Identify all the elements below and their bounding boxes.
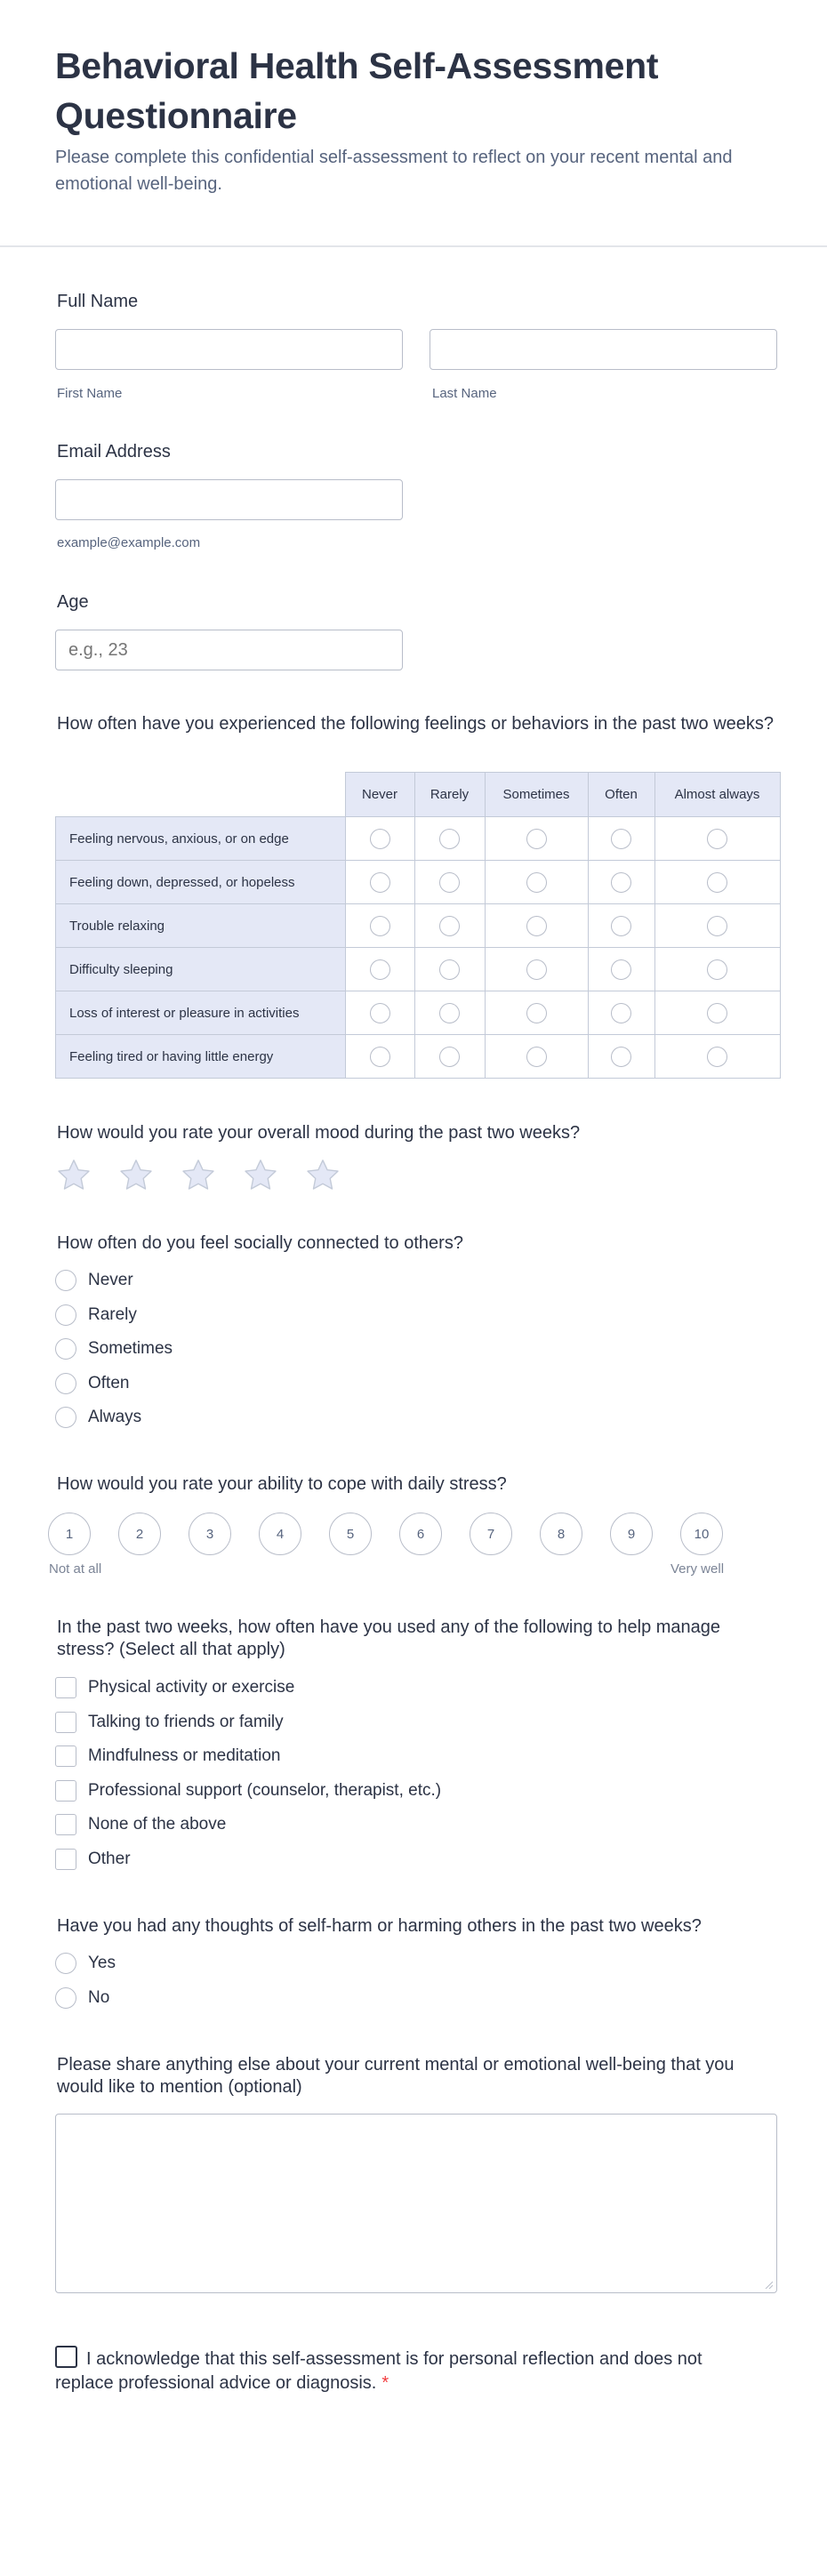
full-name-label: Full Name (57, 292, 139, 311)
checkbox[interactable] (55, 1677, 76, 1698)
scale-option[interactable]: 2 (118, 1513, 161, 1555)
stress-scale (48, 1513, 723, 1555)
matrix-cell[interactable] (345, 861, 414, 904)
radio-button[interactable] (55, 1953, 76, 1974)
star-icon[interactable] (117, 1157, 155, 1194)
option-label: None of the above (88, 1815, 227, 1834)
matrix-radio[interactable] (707, 872, 727, 893)
matrix-cell[interactable] (654, 991, 780, 1035)
matrix-radio[interactable] (707, 1047, 727, 1067)
star-rating (55, 1157, 341, 1194)
matrix-radio[interactable] (611, 959, 631, 980)
option-label: Never (88, 1271, 133, 1289)
scale-option[interactable]: 1 (48, 1513, 91, 1555)
matrix-cell[interactable] (485, 904, 588, 948)
matrix-radio[interactable] (611, 872, 631, 893)
form-title: Behavioral Health Self-Assessment Questionnaire (55, 45, 659, 136)
star-icon[interactable] (180, 1157, 217, 1194)
social-option[interactable] (55, 1270, 133, 1291)
option-label: Other (88, 1850, 131, 1868)
matrix-cell[interactable] (485, 817, 588, 861)
option-label: Rarely (88, 1305, 137, 1324)
radio-button[interactable] (55, 1270, 76, 1291)
checkbox[interactable] (55, 1849, 76, 1870)
option-label: Often (88, 1374, 130, 1392)
matrix-cell[interactable] (414, 861, 485, 904)
header-divider (0, 245, 827, 247)
social-question: How often do you feel socially connected to others? (57, 1233, 463, 1253)
matrix-cell[interactable] (654, 948, 780, 991)
matrix-radio[interactable] (370, 959, 390, 980)
matrix-cell[interactable] (414, 991, 485, 1035)
option-label: Mindfulness or meditation (88, 1746, 281, 1765)
last-name-sublabel: Last Name (432, 386, 497, 401)
matrix-radio[interactable] (611, 1003, 631, 1023)
matrix-radio[interactable] (370, 1047, 390, 1067)
matrix-radio[interactable] (707, 916, 727, 936)
matrix-cell[interactable] (654, 861, 780, 904)
matrix-col-almost-always: Almost always (654, 773, 780, 817)
matrix-cell[interactable] (345, 904, 414, 948)
radio-button[interactable] (55, 1407, 76, 1428)
matrix-radio[interactable] (611, 916, 631, 936)
first-name-input[interactable] (55, 329, 403, 370)
checkbox[interactable] (55, 1814, 76, 1835)
acknowledgement[interactable] (55, 2346, 731, 2395)
stress-question: How would you rate your ability to cope with daily stress? (57, 1474, 507, 1494)
checkbox[interactable] (55, 1745, 76, 1767)
matrix-row-label: Difficulty sleeping (56, 948, 346, 991)
coping-option[interactable] (55, 1780, 441, 1802)
matrix-cell[interactable] (345, 991, 414, 1035)
checkbox[interactable] (55, 1712, 76, 1733)
matrix-radio[interactable] (526, 829, 547, 849)
matrix-row (56, 817, 781, 861)
matrix-col-rarely: Rarely (414, 773, 485, 817)
matrix-radio[interactable] (526, 916, 547, 936)
matrix-cell[interactable] (345, 1035, 414, 1079)
matrix-cell[interactable] (588, 861, 654, 904)
matrix-radio[interactable] (439, 959, 460, 980)
option-label: No (88, 1988, 110, 2007)
matrix-question: How often have you experienced the following feelings or behaviors in the past two weeks? (57, 714, 775, 734)
matrix-radio[interactable] (439, 872, 460, 893)
resize-grip-icon[interactable] (764, 2280, 773, 2289)
matrix-row-label: Feeling tired or having little energy (56, 1035, 346, 1079)
matrix-col-never: Never (345, 773, 414, 817)
matrix-cell[interactable] (485, 991, 588, 1035)
option-label: Talking to friends or family (88, 1713, 284, 1731)
radio-button[interactable] (55, 1338, 76, 1360)
matrix-row (56, 991, 781, 1035)
coping-option[interactable] (55, 1712, 284, 1733)
matrix-radio[interactable] (526, 1003, 547, 1023)
coping-option[interactable] (55, 1745, 281, 1767)
last-name-input[interactable] (430, 329, 777, 370)
matrix-radio[interactable] (707, 959, 727, 980)
social-option[interactable] (55, 1338, 173, 1360)
matrix-cell[interactable] (654, 817, 780, 861)
required-marker: * (381, 2373, 389, 2393)
mood-question: How would you rate your overall mood during the past two weeks? (57, 1123, 581, 1143)
social-option[interactable] (55, 1407, 141, 1428)
matrix-radio[interactable] (370, 829, 390, 849)
matrix-cell[interactable] (485, 948, 588, 991)
scale-min-label: Not at all (49, 1561, 102, 1577)
form-subtitle: Please complete this confidential self-assessment to reflect on your recent mental and emotional well-being. (55, 148, 733, 194)
matrix-row (56, 904, 781, 948)
matrix-row-label: Trouble relaxing (56, 904, 346, 948)
option-label: Sometimes (88, 1339, 173, 1358)
matrix-radio[interactable] (707, 829, 727, 849)
scale-max-label: Very well (670, 1561, 725, 1577)
matrix-radio[interactable] (370, 916, 390, 936)
matrix-cell[interactable] (345, 948, 414, 991)
matrix-radio[interactable] (439, 1003, 460, 1023)
feelings-matrix (55, 772, 781, 1079)
email-label: Email Address (57, 442, 171, 461)
matrix-cell[interactable] (588, 904, 654, 948)
matrix-cell[interactable] (414, 904, 485, 948)
form-header (0, 0, 827, 205)
matrix-cell[interactable] (654, 904, 780, 948)
matrix-radio[interactable] (526, 1047, 547, 1067)
email-input[interactable] (55, 479, 403, 520)
scale-option[interactable]: 9 (610, 1513, 653, 1555)
matrix-radio[interactable] (439, 1047, 460, 1067)
option-label: Physical activity or exercise (88, 1678, 295, 1697)
matrix-radio[interactable] (370, 872, 390, 893)
matrix-cell[interactable] (414, 817, 485, 861)
matrix-row-label: Loss of interest or pleasure in activities (56, 991, 346, 1035)
matrix-cell[interactable] (588, 817, 654, 861)
option-label: Always (88, 1408, 142, 1426)
matrix-cell[interactable] (588, 1035, 654, 1079)
matrix-radio[interactable] (526, 959, 547, 980)
matrix-corner (56, 773, 346, 817)
star-icon[interactable] (304, 1157, 341, 1194)
coping-question: In the past two weeks, how often have you used any of the following to help manage stress? (Select all that apply) (57, 1617, 721, 1659)
age-input[interactable] (55, 630, 403, 670)
matrix-radio[interactable] (707, 1003, 727, 1023)
radio-button[interactable] (55, 1373, 76, 1394)
matrix-cell[interactable] (588, 991, 654, 1035)
matrix-cell[interactable] (588, 948, 654, 991)
scale-option[interactable]: 6 (399, 1513, 442, 1555)
scale-option[interactable]: 5 (329, 1513, 372, 1555)
matrix-cell[interactable] (485, 1035, 588, 1079)
matrix-row-label: Feeling down, depressed, or hopeless (56, 861, 346, 904)
matrix-radio[interactable] (611, 1047, 631, 1067)
comments-question: Please share anything else about your current mental or emotional well-being that you would like to mention (optional) (57, 2055, 735, 2097)
social-option[interactable] (55, 1373, 129, 1394)
matrix-cell[interactable] (654, 1035, 780, 1079)
star-icon[interactable] (55, 1157, 92, 1194)
acknowledgement-checkbox[interactable] (55, 2346, 77, 2368)
matrix-cell[interactable] (414, 948, 485, 991)
scale-option[interactable]: 3 (189, 1513, 231, 1555)
matrix-header-row (56, 773, 781, 817)
self-harm-option[interactable] (55, 1953, 116, 1974)
self-harm-question: Have you had any thoughts of self-harm or harming others in the past two weeks? (57, 1916, 702, 1936)
self-harm-option[interactable] (55, 1987, 109, 2009)
scale-option[interactable]: 4 (259, 1513, 301, 1555)
option-label: Yes (88, 1954, 116, 1972)
scale-option[interactable]: 10 (680, 1513, 723, 1555)
matrix-cell[interactable] (485, 861, 588, 904)
coping-option[interactable] (55, 1814, 226, 1835)
social-option[interactable] (55, 1304, 137, 1326)
age-label: Age (57, 592, 89, 612)
matrix-col-sometimes: Sometimes (485, 773, 588, 817)
scale-option[interactable]: 7 (470, 1513, 512, 1555)
matrix-row (56, 1035, 781, 1079)
matrix-radio[interactable] (526, 872, 547, 893)
matrix-col-often: Often (588, 773, 654, 817)
matrix-radio[interactable] (439, 829, 460, 849)
matrix-radio[interactable] (439, 916, 460, 936)
comments-textarea[interactable] (55, 2114, 777, 2293)
matrix-radio[interactable] (611, 829, 631, 849)
radio-button[interactable] (55, 1304, 76, 1326)
option-label: Professional support (counselor, therapist, etc.) (88, 1781, 442, 1800)
coping-option[interactable] (55, 1677, 294, 1698)
acknowledgement-text: I acknowledge that this self-assessment is for personal reflection and does not replace professional advice or diagnosis. (55, 2349, 703, 2393)
matrix-row (56, 861, 781, 904)
matrix-radio[interactable] (370, 1003, 390, 1023)
star-icon[interactable] (242, 1157, 279, 1194)
first-name-sublabel: First Name (57, 386, 123, 401)
matrix-row (56, 948, 781, 991)
scale-option[interactable]: 8 (540, 1513, 582, 1555)
checkbox[interactable] (55, 1780, 76, 1802)
coping-option[interactable] (55, 1849, 131, 1870)
matrix-cell[interactable] (414, 1035, 485, 1079)
matrix-row-label: Feeling nervous, anxious, or on edge (56, 817, 346, 861)
radio-button[interactable] (55, 1987, 76, 2009)
email-hint: example@example.com (57, 535, 201, 550)
matrix-cell[interactable] (345, 817, 414, 861)
